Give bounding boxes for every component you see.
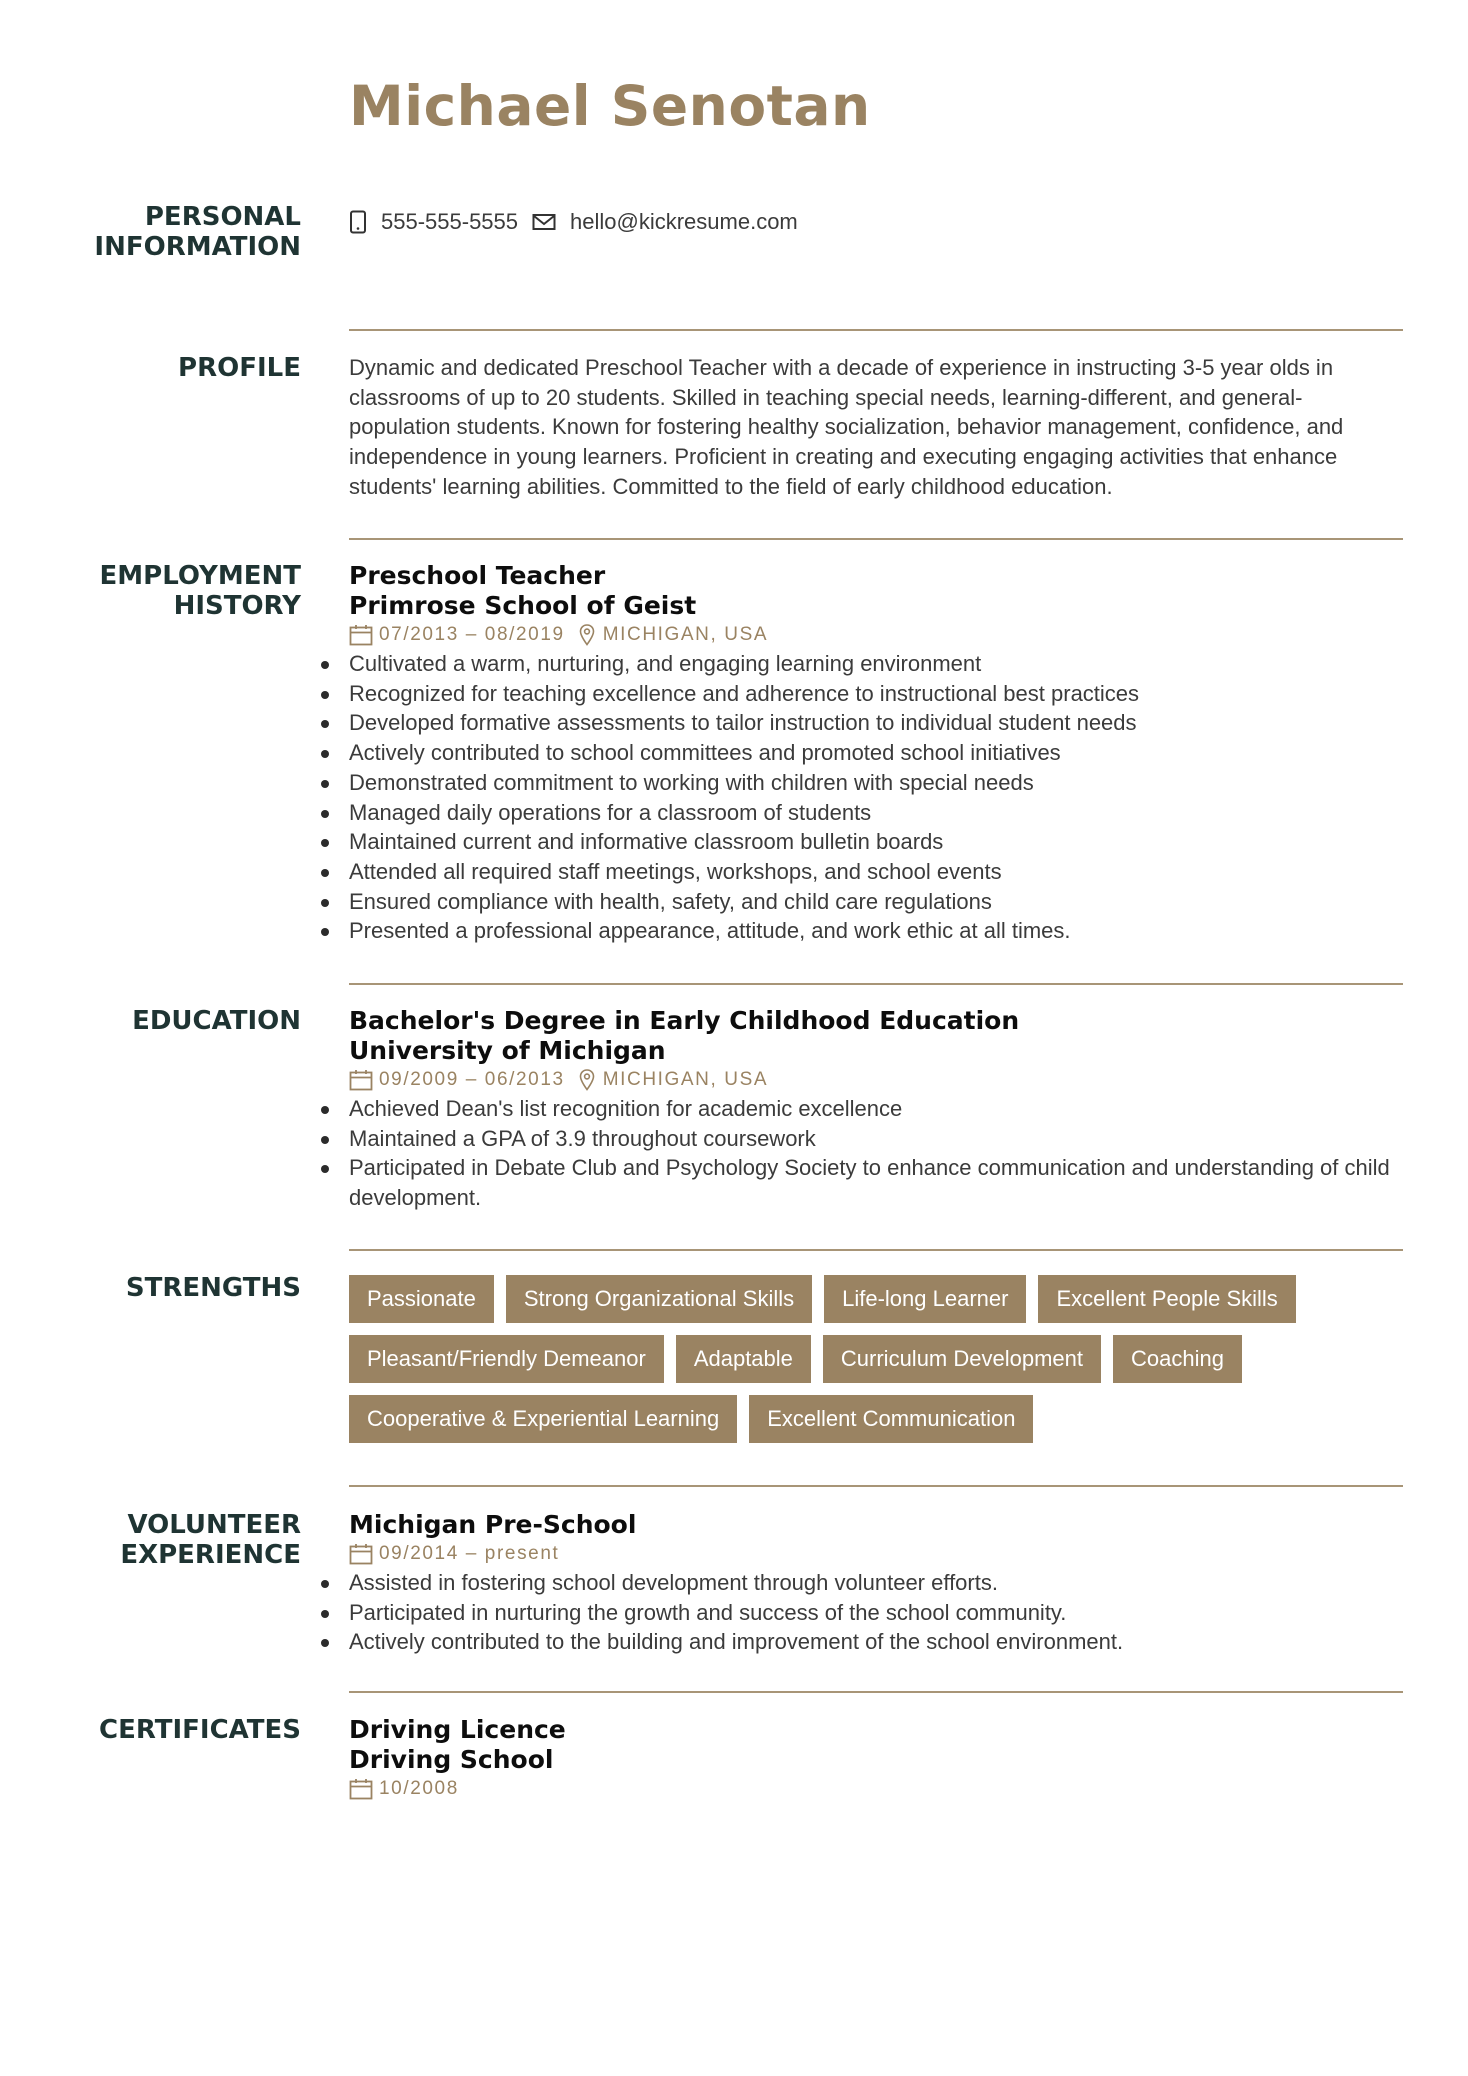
education-degree: Bachelor's Degree in Early Childhood Education — [349, 1006, 1020, 1035]
list-item: Maintained current and informative classroom bulletin boards — [349, 827, 1403, 857]
job-bullets — [349, 649, 1403, 946]
divider — [349, 538, 1403, 540]
strength-tag: Passionate — [349, 1275, 494, 1323]
email-address: hello@kickresume.com — [570, 209, 798, 234]
contact-row — [349, 202, 1403, 242]
profile-text: Dynamic and dedicated Preschool Teacher with a decade of experience in instructing 3-5 year olds in classrooms of up to 20 students. Skilled in teaching special needs, learning-different, and general-population students. Known for fostering healthy socialization, behavior management, confidence, and independence in young learners. Proficient in creating and executing engaging activities that enhance students' learning abilities. Committed to the field of early childhood education. — [349, 355, 1344, 499]
job-location — [579, 621, 768, 649]
education-dates: 09/2009 – 06/2013 — [379, 1069, 565, 1090]
education-location — [579, 1066, 768, 1094]
list-item: Managed daily operations for a classroom of students — [349, 798, 1403, 828]
phone-number: 555-555-5555 — [381, 209, 519, 234]
list-item: Presented a professional appearance, attitude, and work ethic at all times. — [349, 916, 1403, 946]
location-pin-icon — [579, 1069, 595, 1091]
section-title-profile: PROFILE — [178, 353, 301, 383]
calendar-icon — [349, 1778, 373, 1800]
volunteer-dates: 09/2014 – present — [379, 1543, 560, 1564]
strength-tag: Curriculum Development — [823, 1335, 1101, 1383]
strength-tags — [349, 1275, 1403, 1455]
phone-icon — [349, 210, 367, 234]
job-dates: 07/2013 – 08/2019 — [379, 624, 565, 645]
education-location-text: MICHIGAN, USA — [602, 1069, 769, 1090]
contact-email — [532, 209, 798, 235]
resume-name: Michael Senotan — [349, 74, 871, 138]
list-item: Ensured compliance with health, safety, and child care regulations — [349, 887, 1403, 917]
section-title-strengths: STRENGTHS — [125, 1273, 301, 1303]
job-meta — [349, 621, 1403, 649]
section-title-employment: EMPLOYMENT HISTORY — [99, 561, 301, 621]
education-school: University of Michigan — [349, 1036, 666, 1065]
divider — [349, 983, 1403, 985]
job-role: Preschool Teacher — [349, 561, 606, 590]
list-item: Maintained a GPA of 3.9 throughout coursework — [349, 1124, 1403, 1154]
certificate-date: 10/2008 — [379, 1778, 459, 1799]
calendar-icon — [349, 624, 373, 646]
divider — [349, 1485, 1403, 1487]
certificate-meta — [349, 1775, 1403, 1803]
section-title-personal: PERSONAL INFORMATION — [94, 202, 301, 262]
calendar-icon — [349, 1069, 373, 1091]
strength-tag: Excellent Communication — [749, 1395, 1033, 1443]
list-item: Developed formative assessments to tailor instruction to individual student needs — [349, 708, 1403, 738]
education-meta — [349, 1066, 1403, 1094]
job-location-text: MICHIGAN, USA — [602, 624, 769, 645]
list-item: Demonstrated commitment to working with children with special needs — [349, 768, 1403, 798]
contact-phone — [349, 209, 518, 235]
volunteer-meta — [349, 1540, 1403, 1568]
divider — [349, 1249, 1403, 1251]
list-item: Attended all required staff meetings, workshops, and school events — [349, 857, 1403, 887]
strength-tag: Pleasant/Friendly Demeanor — [349, 1335, 664, 1383]
strength-tag: Life-long Learner — [824, 1275, 1026, 1323]
envelope-icon — [532, 213, 556, 231]
certificate-issuer: Driving School — [349, 1745, 554, 1774]
strength-tag: Adaptable — [676, 1335, 811, 1383]
volunteer-organization: Michigan Pre-School — [349, 1510, 637, 1539]
strength-tag: Cooperative & Experiential Learning — [349, 1395, 737, 1443]
list-item: Recognized for teaching excellence and adherence to instructional best practices — [349, 679, 1403, 709]
section-title-volunteer: VOLUNTEER EXPERIENCE — [120, 1510, 301, 1570]
calendar-icon — [349, 1543, 373, 1565]
section-title-education: EDUCATION — [132, 1006, 301, 1036]
section-title-certificates: CERTIFICATES — [99, 1715, 301, 1745]
certificate-name: Driving Licence — [349, 1715, 566, 1744]
volunteer-bullets — [349, 1568, 1403, 1657]
strength-tag: Coaching — [1113, 1335, 1242, 1383]
strength-tag: Strong Organizational Skills — [506, 1275, 812, 1323]
list-item: Assisted in fostering school development through volunteer efforts. — [349, 1568, 1403, 1598]
job-organization: Primrose School of Geist — [349, 591, 697, 620]
list-item: Participated in Debate Club and Psychology Society to enhance communication and understanding of child development. — [349, 1153, 1403, 1212]
list-item: Actively contributed to school committees and promoted school initiatives — [349, 738, 1403, 768]
list-item: Cultivated a warm, nurturing, and engaging learning environment — [349, 649, 1403, 679]
list-item: Actively contributed to the building and improvement of the school environment. — [349, 1627, 1403, 1657]
list-item: Achieved Dean's list recognition for academic excellence — [349, 1094, 1403, 1124]
list-item: Participated in nurturing the growth and success of the school community. — [349, 1598, 1403, 1628]
location-pin-icon — [579, 624, 595, 646]
education-bullets — [349, 1094, 1403, 1213]
strength-tag: Excellent People Skills — [1038, 1275, 1295, 1323]
divider — [349, 1691, 1403, 1693]
divider — [349, 329, 1403, 331]
